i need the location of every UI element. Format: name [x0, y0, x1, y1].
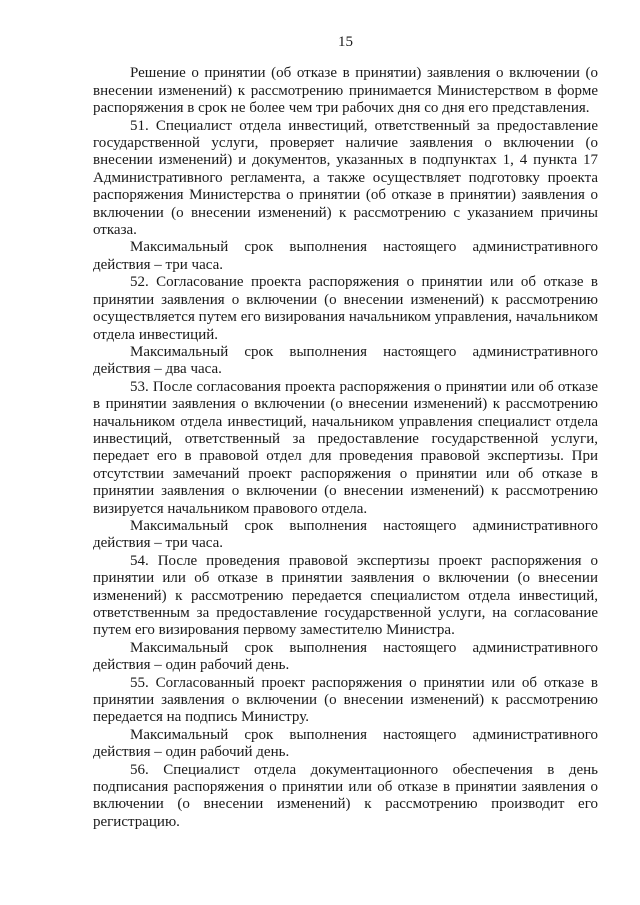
paragraph-deadline-51: Максимальный срок выполнения настоящего административного действия – три часа.: [93, 239, 598, 273]
paragraph-item-52: 52. Согласование проекта распоряжения о принятии или об отказе в принятии заявления о включении (о внесении изменений) к рассмотрению осуществляется путем его визирования начальником управления, начальником отдела инвестиций.: [93, 274, 598, 343]
paragraph-deadline-52: Максимальный срок выполнения настоящего административного действия – два часа.: [93, 343, 598, 378]
paragraph-deadline-54: Максимальный срок выполнения настоящего административного действия – один рабочий день.: [93, 639, 598, 674]
paragraph-item-54: 54. После проведения правовой экспертизы проект распоряжения о принятии или об отказе в принятии заявления о включении (о внесении изменений) к рассмотрению передается специалистом отдела инвестиций, ответственным за предоставление государственной услуги, на согласование путем его визирования первому заместителю Министра.: [93, 552, 598, 639]
paragraph-item-56: 56. Специалист отдела документационного обеспечения в день подписания распоряжения о принятии или об отказе в принятии заявления о включении (о внесении изменений) к рассмотрению производит его регистрацию.: [93, 761, 598, 830]
paragraph-deadline-55: Максимальный срок выполнения настоящего административного действия – один рабочий день.: [93, 726, 598, 761]
paragraph-item-53: 53. После согласования проекта распоряжения о принятии или об отказе в принятии заявления о включении (о внесении изменений) к рассмотрению начальником отдела инвестиций, начальником управления специалист отдела инвестиций, ответственный за предоставление государственной услуги, передает его в правовой отдел для проведения правовой экспертизы. При отсутствии замечаний проект распоряжения о принятии или об отказе в принятии заявления о включении (о внесении изменений) к рассмотрению визируется начальником правового отдела.: [93, 378, 598, 517]
page-number: 15: [338, 34, 353, 50]
paragraph-deadline-53: Максимальный срок выполнения настоящего административного действия – три часа.: [93, 517, 598, 552]
paragraph-decision-term: Решение о принятии (об отказе в принятии) заявления о включении (о внесении изменений) к рассмотрению принимается Министерством в форме распоряжения в срок не более чем три рабочих дня со дня его представления.: [93, 65, 598, 117]
paragraph-item-51: 51. Специалист отдела инвестиций, ответственный за предоставление государственной услуги, проверяет наличие заявления о включении (о внесении изменений) и документов, указанных в подпунктах 1, 4 пункта 17 Административного регламента, а также осуществляет подготовку проекта распоряжения Министерства о принятии (об отказе в принятии) заявления о включении (о внесении изменений) к рассмотрению с указанием причины отказа.: [93, 117, 598, 239]
paragraph-item-55: 55. Согласованный проект распоряжения о принятии или об отказе в принятии заявления о включении (о внесении изменений) к рассмотрению передается на подпись Министру.: [93, 674, 598, 726]
